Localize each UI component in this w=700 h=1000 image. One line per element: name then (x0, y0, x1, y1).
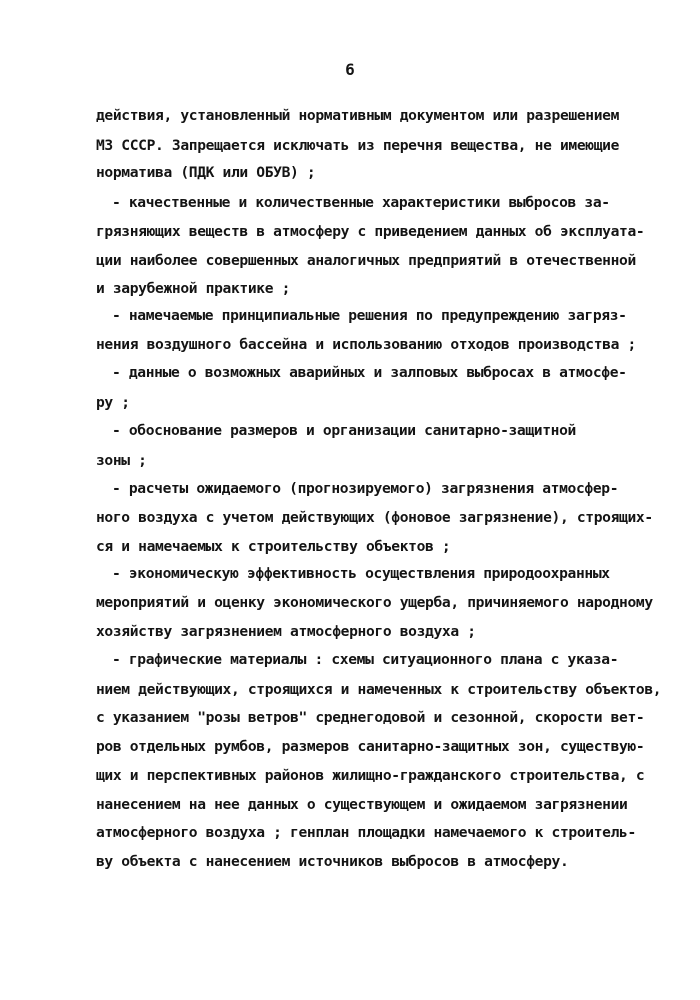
list-item-line: - данные о возможных аварийных и залповых выбросах в атмосфе- (112, 364, 627, 381)
text-line: ров отдельных румбов, размеров санитарно-защитных зон, существую- (96, 738, 645, 755)
text-line: нения воздушного бассейна и использованию отходов производства ; (96, 336, 636, 353)
text-line: хозяйству загрязнением атмосферного воздуха ; (96, 623, 476, 640)
text-line: ся и намечаемых к строительству объектов ; (96, 538, 451, 555)
list-item-line: - намечаемые принципиальные решения по предупреждению загряз- (112, 307, 627, 324)
text-line: ции наиболее совершенных аналогичных предприятий в отечественной (96, 252, 636, 269)
text-line: действия, установленный нормативным документом или разрешением (96, 107, 620, 124)
text-line: ного воздуха с учетом действующих (фоновое загрязнение), строящих- (96, 509, 653, 526)
text-line: норматива (ПДК или ОБУВ) ; (96, 164, 316, 181)
text-line: мероприятий и оценку экономического ущерба, причиняемого народному (96, 594, 653, 611)
text-line: атмосферного воздуха ; генплан площадки намечаемого к строитель- (96, 824, 636, 841)
list-item-line: - качественные и количественные характеристики выбросов за- (112, 194, 610, 211)
text-line: нием действующих, строящихся и намеченных к строительству объектов, (96, 681, 662, 698)
page-number: 6 (345, 60, 355, 79)
text-line: зоны ; (96, 452, 147, 469)
text-line: щих и перспективных районов жилищно-гражданского строительства, с (96, 767, 645, 784)
text-line: ру ; (96, 394, 130, 411)
text-line: с указанием "розы ветров" среднегодовой и сезонной, скорости вет- (96, 709, 645, 726)
text-line: грязняющих веществ в атмосферу с приведением данных об эксплуата- (96, 223, 645, 240)
text-line: МЗ СССР. Запрещается исключать из перечня вещества, не имеющие (96, 137, 620, 154)
list-item-line: - расчеты ожидаемого (прогнозируемого) загрязнения атмосфер- (112, 480, 619, 497)
list-item-line: - графические материалы : схемы ситуационного плана с указа- (112, 651, 619, 668)
text-line: нанесением на нее данных о существующем и ожидаемом загрязнении (96, 796, 628, 813)
list-item-line: - экономическую эффективность осуществления природоохранных (112, 565, 610, 582)
list-item-line: - обоснование размеров и организации санитарно-защитной (112, 422, 576, 439)
text-line: ву объекта с нанесением источников выбросов в атмосферу. (96, 853, 569, 870)
text-line: и зарубежной практике ; (96, 280, 291, 297)
